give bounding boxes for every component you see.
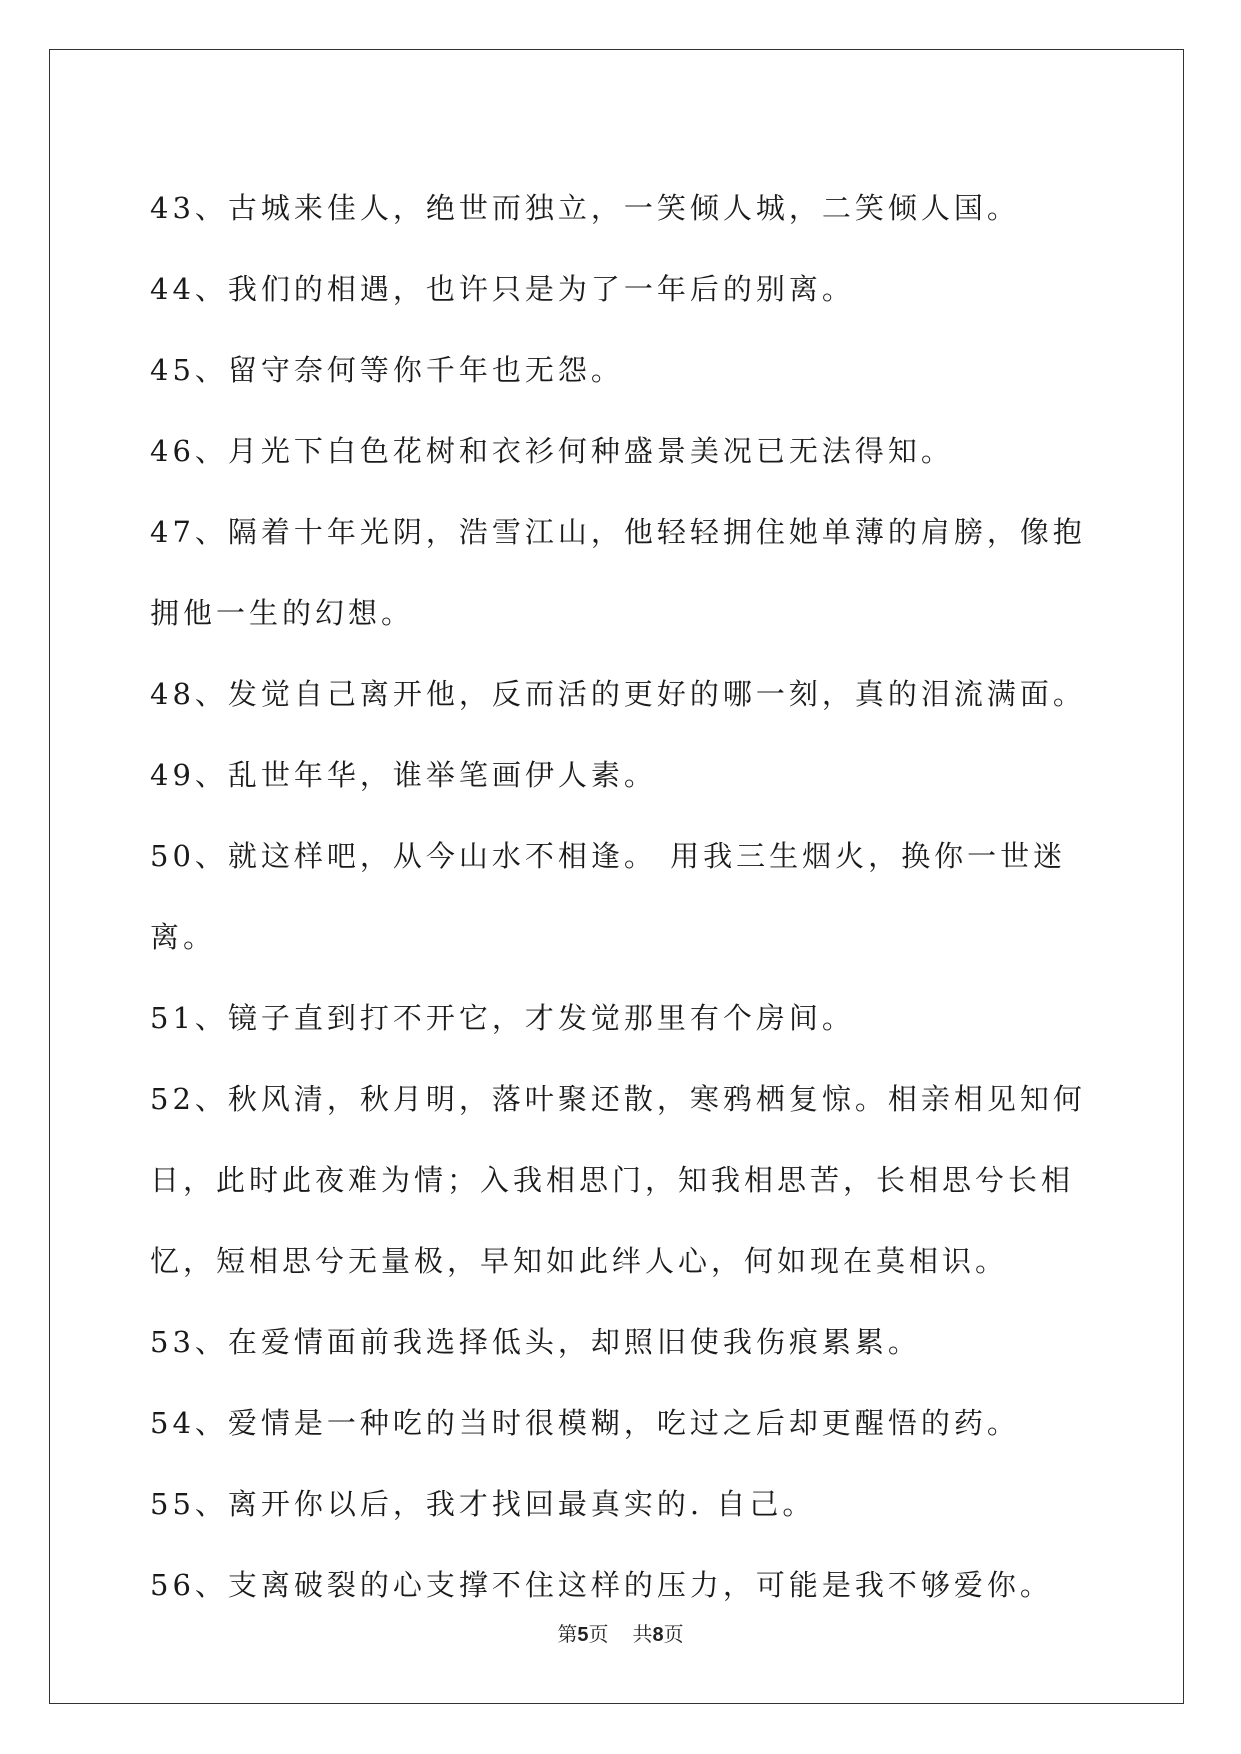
- paragraph-52: 52、秋风清，秋月明，落叶聚还散，寒鸦栖复惊。相亲相见知何日，此时此夜难为情；入我相思门，知我相思苦，长相思兮长相忆，短相思兮无量极，早知如此绊人心，何如现在莫相识。: [150, 1082, 1086, 1278]
- paragraph-45: 45、留守奈何等你千年也无怨。: [150, 353, 624, 387]
- paragraph-44: 44、我们的相遇，也许只是为了一年后的别离。: [150, 272, 855, 306]
- page-number: 5: [577, 1624, 589, 1646]
- page-prefix: 第: [557, 1622, 578, 1646]
- paragraph-56: 56、支离破裂的心支撑不住这样的压力，可能是我不够爱你。: [150, 1568, 1053, 1602]
- page-footer: [0, 1618, 1241, 1647]
- total-prefix: 共: [632, 1622, 653, 1646]
- total-suffix: 页: [663, 1622, 684, 1646]
- paragraph-47: 47、隔着十年光阴，浩雪江山，他轻轻拥住她单薄的肩膀，像抱拥他一生的幻想。: [150, 515, 1086, 630]
- total-pages: 8: [652, 1624, 664, 1646]
- page-suffix: 页: [588, 1622, 609, 1646]
- paragraph-53: 53、在爱情面前我选择低头，却照旧使我伤痕累累。: [150, 1325, 921, 1359]
- document-body: [150, 168, 1090, 1626]
- paragraph-50: 50、就这样吧，从今山水不相逢。 用我三生烟火，换你一世迷离。: [150, 839, 1067, 954]
- paragraph-43: 43、古城来佳人，绝世而独立，一笑倾人城，二笑倾人国。: [150, 191, 1020, 225]
- paragraph-48: 48、发觉自己离开他，反而活的更好的哪一刻，真的泪流满面。: [150, 677, 1086, 711]
- paragraph-54: 54、爱情是一种吃的当时很模糊，吃过之后却更醒悟的药。: [150, 1406, 1020, 1440]
- paragraph-49: 49、乱世年华，谁举笔画伊人素。: [150, 758, 657, 792]
- paragraph-46: 46、月光下白色花树和衣衫何种盛景美况已无法得知。: [150, 434, 954, 468]
- paragraph-55: 55、离开你以后，我才找回最真实的. 自己。: [150, 1487, 816, 1521]
- paragraph-51: 51、镜子直到打不开它，才发觉那里有个房间。: [150, 1001, 855, 1035]
